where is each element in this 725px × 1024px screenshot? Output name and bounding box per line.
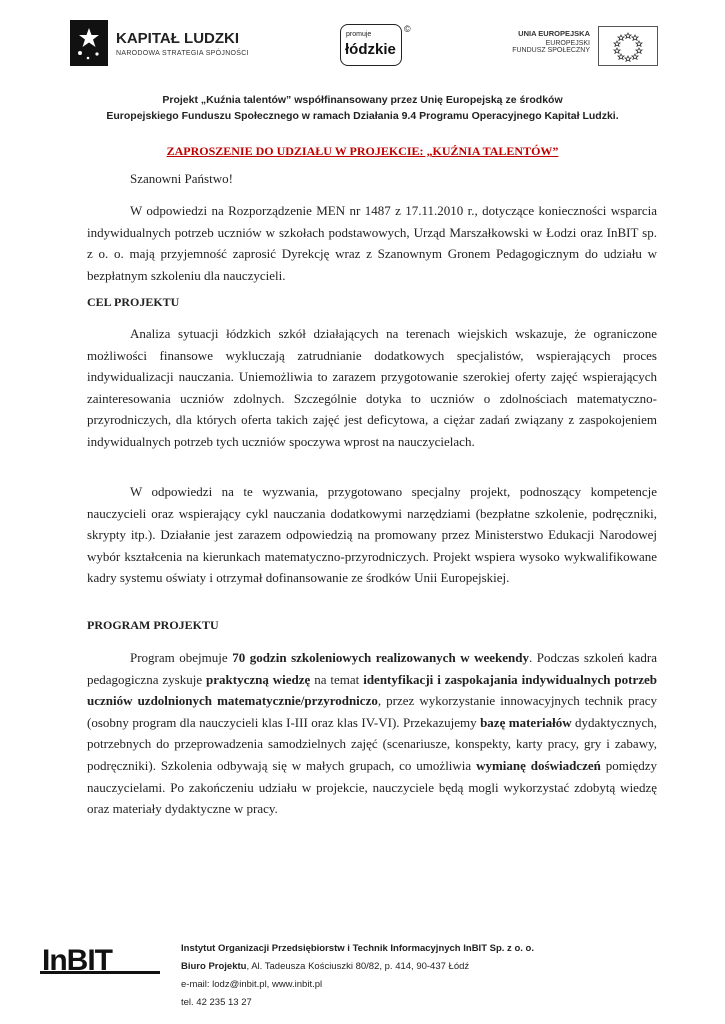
promuje-label: promuje xyxy=(346,31,372,38)
program-bold-knowledge: praktyczną wiedzę xyxy=(206,671,311,687)
goal-heading: CEL PROJEKTU xyxy=(87,295,180,309)
kapital-ludzki-title: KAPITAŁ LUDZKI xyxy=(116,30,240,47)
copyright-mark: © xyxy=(404,24,411,34)
program-bold-identification: identyfikacji i zaspokajania indywidualnych potrzeb uczniów uzdolnionych matematycznie/przyrodniczo xyxy=(87,671,657,709)
program-text-5: dydaktycznych, potrzebnych do przeprowadzenia samodzielnych zajęć (scenariusze, konspekty, karty pracy, gry i zabawy, podręczniki). Szkolenia odbywają się w małych grupach, co umożliwia xyxy=(87,714,657,773)
program-text-4: , przez wykorzystanie innowacyjnych technik pracy (osobny program dla nauczycieli klas I-III oraz klas IV-VI). Przekazujemy xyxy=(87,693,657,730)
eu-logo xyxy=(498,26,658,70)
program-text-2: . Podczas szkoleń kadra pedagogiczna zyskuje xyxy=(87,650,657,687)
program-heading: PROGRAM PROJEKTU xyxy=(87,618,219,632)
program-bold-materials: bazę materiałów xyxy=(480,714,572,730)
goal-paragraph-2: W odpowiedzi na te wyzwania, przygotowano specjalny projekt, podnoszący kompetencje nauczycieli oraz wspierający cykl nauczania dodatkowymi narzędziami (bezpłatne szkolenie, podręczniki, skrypty itp.). Działanie jest zarazem odpowiedzią na promowany przez Ministerstwo Edukacji Narodowej wybór kształcenia na kierunkach matematyczno-przyrodniczych. Projekt wspiera wysoko wykwalifikowane kadry systemu oświaty i otrzymał dofinansowanie ze środków Unii Europejskiej. xyxy=(87,484,657,586)
footer-institute: Instytut Organizacji Przedsiębiorstw i Technik Informacyjnych InBIT Sp. z o. o. xyxy=(181,943,534,954)
program-text-1: Program obejmuje xyxy=(130,650,233,665)
goal-paragraph-1: Analiza sytuacji łódzkich szkół działających na terenach wiejskich wskazuje, że ograniczone możliwości finansowe wykluczają zatrudnianie dodatkowych specjalistów, wspierających proces indywidualizacji nauczania. Uniemożliwia to zarazem przygotowanie szerokiej oferty zajęć wspierających zainteresowania uczniów zdolnych. Szczególnie dotyka to uczniów o zdolnościach matematyczno-przyrodniczych, dla których oferta takich zajęć jest deficytowa, a ciężar zadań związany z zaspokojeniem indywidualnych potrzeb tych uczniów spoczywa wprost na nauczycielach. xyxy=(87,326,657,449)
eu-line-1: UNIA EUROPEJSKA xyxy=(518,29,590,38)
program-text-6: pomiędzy nauczycielami. Po zakończeniu udziału w projekcie, nauczyciele będą mogli wykorzystać zdobytą wiedzę oraz materiały dydaktyczne w pracy. xyxy=(87,757,658,817)
program-paragraph xyxy=(87,647,657,820)
project-info-line-2: Europejskiego Funduszu Społecznego w ramach Działania 9.4 Programu Operacyjnego Kapitał Ludzki. xyxy=(106,110,619,122)
eu-line-2: EUROPEJSKI xyxy=(545,40,590,47)
lodzkie-label: łódzkie xyxy=(345,41,396,58)
greeting: Szanowni Państwo! xyxy=(130,171,233,186)
page-header xyxy=(0,0,725,90)
intro-paragraph: W odpowiedzi na Rozporządzenie MEN nr 1487 z 17.11.2010 r., dotyczące konieczności wsparcia indywidualnych potrzeb uczniów w szkołach podstawowych, Urząd Marszałkowski w Łodzi oraz InBIT sp. z o. o. mają przyjemność zaprosić Dyrekcję wraz z Szanownym Gronem Pedagogicznym do udziału w bezpłatnym szkoleniu dla nauczycieli. xyxy=(87,203,657,283)
footer-contact xyxy=(181,940,534,1012)
program-text-3: na temat xyxy=(310,671,364,687)
inbit-logo-text: InBIT xyxy=(42,944,112,977)
eu-flag-icon xyxy=(598,26,658,66)
program-bold-exchange: wymianę doświadczeń xyxy=(476,757,601,773)
kapital-ludzki-logo xyxy=(70,20,250,70)
project-info-line-1: Projekt „Kuźnia talentów” współfinansowany przez Unię Europejską ze środków xyxy=(162,94,563,106)
inbit-logo xyxy=(40,944,160,978)
promuje-lodzkie-logo xyxy=(340,24,410,68)
footer-office: Biuro Projektu, Al. Tadeusza Kościuszki 80/82, p. 414, 90-437 Łódź xyxy=(181,961,470,972)
eu-line-3: FUNDUSZ SPOŁECZNY xyxy=(512,47,590,54)
kapital-ludzki-emblem xyxy=(70,20,108,66)
footer-email[interactable]: e-mail: lodz@inbit.pl, www.inbit.pl xyxy=(181,979,323,990)
footer-phone: tel. 42 235 13 27 xyxy=(181,997,252,1008)
program-bold-hours: 70 godzin szkoleniowych realizowanych w weekendy xyxy=(232,650,529,665)
eu-text xyxy=(512,29,590,54)
invitation-title: ZAPROSZENIE DO UDZIAŁU W PROJEKCIE: „KUŹNIA TALENTÓW” xyxy=(166,144,559,158)
kapital-ludzki-subtitle: NARODOWA STRATEGIA SPÓJNOŚCI xyxy=(116,50,249,57)
